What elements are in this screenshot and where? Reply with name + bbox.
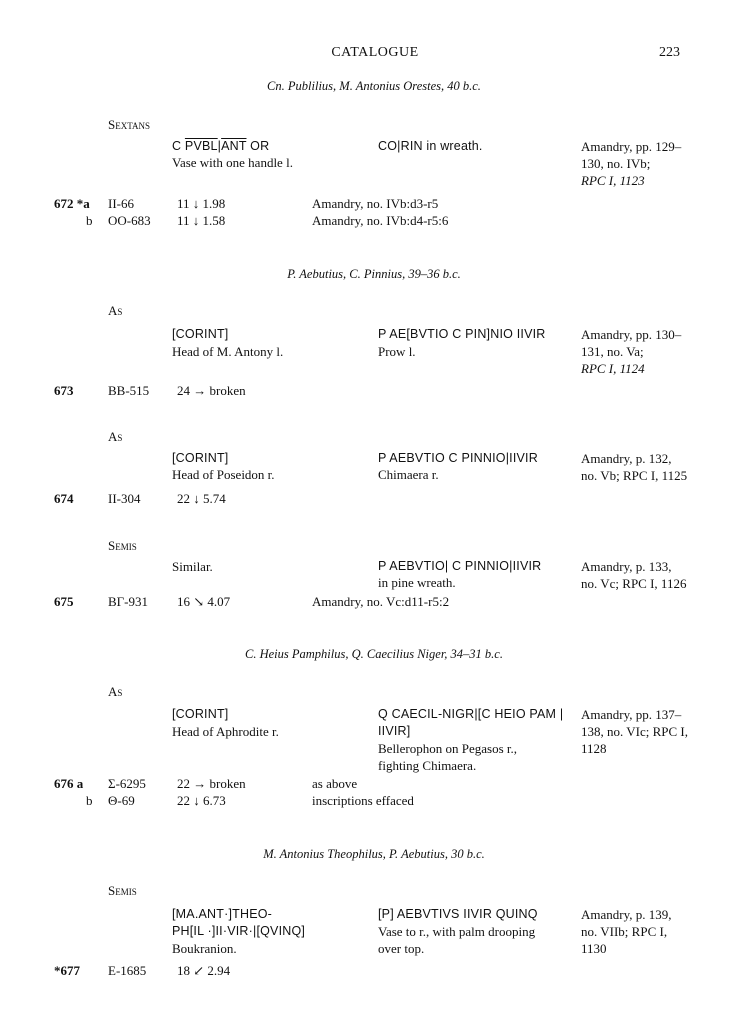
catalogue-number: 675 [54, 594, 74, 609]
obverse-legend: [MA.ANT·]THEO- PH[IL ·]II·VIR·|[QVINQ] [172, 907, 306, 938]
axis-weight: 22 ↓ 5.74 [177, 491, 226, 506]
denomination: As [108, 303, 123, 318]
denomination: As [108, 684, 123, 699]
section-heading: Cn. Publilius, M. Antonius Orestes, 40 b.c. [267, 79, 481, 93]
inventory-number: Σ-6295 [108, 776, 146, 791]
axis-weight: 22 → broken [177, 776, 246, 791]
reverse-legend: P AEBVTIO| C PINNIO|IIVIR [378, 559, 542, 573]
inventory-number: Θ-69 [108, 793, 135, 808]
running-title: CATALOGUE [331, 45, 419, 60]
coin-note: as above [312, 776, 358, 791]
obverse-description: Vase with one handle l. [172, 155, 293, 170]
obverse-description: Head of Poseidon r. [172, 467, 275, 482]
catalogue-number: *677 [54, 963, 80, 978]
obverse-legend: C $PVBL|\overline{ANT}$ OR [172, 139, 270, 153]
denomination: Semis [108, 538, 137, 553]
reference: Amandry, pp. 137– 138, no. VIc; RPC I, 1128 [581, 707, 689, 756]
reverse-legend: P AEBVTIO C PINNIO|IIVIR [378, 451, 538, 465]
axis-weight: 24 → broken [177, 383, 246, 398]
axis-weight: 16 ↘ 4.07 [177, 594, 231, 609]
inventory-number: BB-515 [108, 383, 150, 398]
coin-note: Amandry, no. IVb:d3-r5 [312, 196, 439, 211]
reverse-description: in pine wreath. [378, 575, 456, 590]
denomination: As [108, 429, 123, 444]
obverse-description: Head of Aphrodite r. [172, 724, 279, 739]
reverse-legend: Q CAECIL-NIGR|[C HEIO PAM | IIVIR] [378, 707, 564, 738]
reverse-legend: CO|RIN in wreath. [378, 139, 483, 153]
reference: Amandry, p. 132, no. Vb; RPC I, 1125 [581, 451, 688, 483]
axis-weight: 22 ↓ 6.73 [177, 793, 226, 808]
inventory-number: II-66 [108, 196, 134, 211]
reverse-description: Chimaera r. [378, 467, 439, 482]
axis-weight: 11 ↓ 1.58 [177, 213, 226, 228]
reverse-description: Prow l. [378, 344, 416, 359]
coin-note: Amandry, no. IVb:d4-r5:6 [312, 213, 449, 228]
section-heading: C. Heius Pamphilus, Q. Caecilius Niger, 34–31 b.c. [245, 647, 503, 661]
catalogue-number: 676 a [54, 776, 84, 791]
page-number: 223 [659, 45, 680, 60]
catalogue-number: 673 [54, 383, 74, 398]
obverse-legend: [CORINT] [172, 451, 229, 465]
catalogue-variant: b [86, 213, 93, 228]
obverse-legend: Similar. [172, 559, 213, 574]
coin-note: Amandry, no. Vc:d11-r5:2 [312, 594, 450, 609]
section-heading: P. Aebutius, C. Pinnius, 39–36 b.c. [287, 267, 461, 281]
reference: Amandry, pp. 129– 130, no. IVb; RPC I, 1123 [581, 139, 682, 188]
axis-weight: 18 ↙ 2.94 [177, 963, 231, 978]
reverse-legend: [P] AEBVTIVS IIVIR QUINQ [378, 907, 538, 921]
coin-note: inscriptions effaced [312, 793, 414, 808]
axis-weight: 11 ↓ 1.98 [177, 196, 226, 211]
denomination: Sextans [108, 117, 151, 132]
inventory-number: BΓ-931 [108, 594, 149, 609]
catalogue-number: 672 *a [54, 196, 90, 211]
catalogue-variant: b [86, 793, 93, 808]
denomination: Semis [108, 883, 137, 898]
obverse-legend: [CORINT] [172, 707, 229, 721]
reference: Amandry, p. 139, no. VIIb; RPC I, 1130 [581, 907, 672, 956]
reference: Amandry, p. 133, no. Vc; RPC I, 1126 [581, 559, 687, 591]
reference: Amandry, pp. 130– 131, no. Va; RPC I, 1124 [581, 327, 682, 376]
obverse-description: Boukranion. [172, 941, 237, 956]
reverse-description: Bellerophon on Pegasos r., fighting Chimaera. [378, 741, 518, 773]
catalogue-number: 674 [54, 491, 74, 506]
section-heading: M. Antonius Theophilus, P. Aebutius, 30 b.c. [263, 847, 485, 861]
reverse-legend: P AE[BVTIO C PIN]NIO IIVIR [378, 327, 546, 341]
obverse-legend: [CORINT] [172, 327, 229, 341]
reverse-description: Vase to r., with palm drooping over top. [378, 924, 536, 956]
inventory-number: OO-683 [108, 213, 151, 228]
obverse-description: Head of M. Antony l. [172, 344, 284, 359]
inventory-number: II-304 [108, 491, 141, 506]
inventory-number: E-1685 [108, 963, 147, 978]
